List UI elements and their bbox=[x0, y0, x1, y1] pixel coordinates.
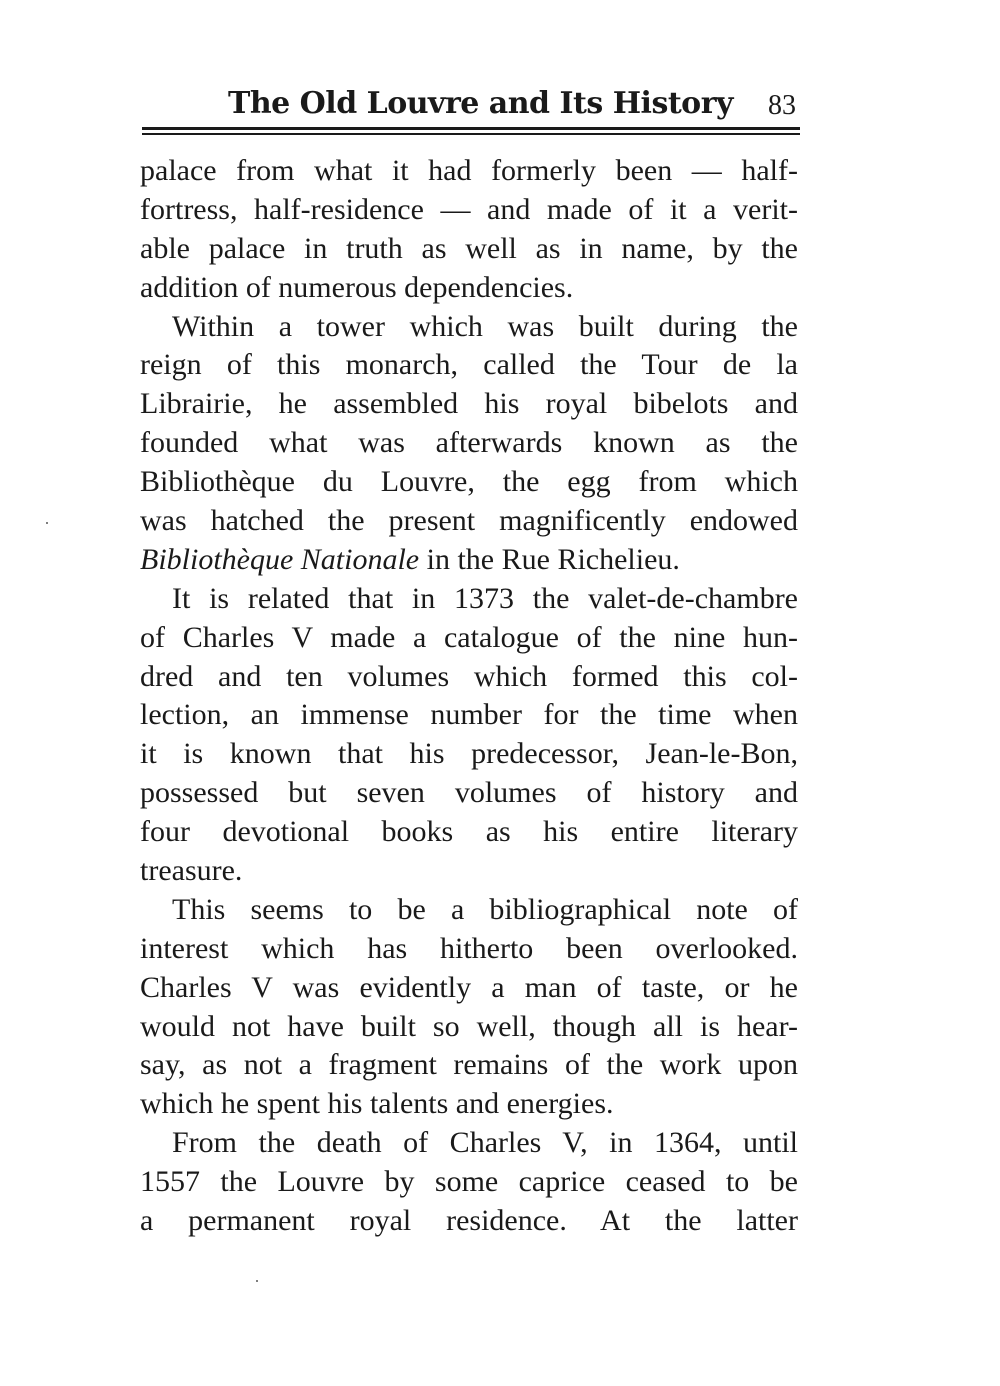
text-line: This seems to be a bibliographical note of bbox=[172, 892, 798, 926]
text-line: addition of numerous dependencies. bbox=[140, 270, 574, 304]
text-line: Charles V was evidently a man of taste, or he bbox=[140, 970, 798, 1004]
text-line: say, as not a fragment remains of the work upon bbox=[140, 1048, 798, 1082]
text-line: From the death of Charles V, in 1364, until bbox=[172, 1126, 798, 1160]
text-line: lection, an immense number for the time when bbox=[140, 698, 798, 732]
text-line: interest which has hitherto been overlooked. bbox=[140, 931, 798, 965]
text-line: able palace in truth as well as in name, by the bbox=[140, 231, 798, 265]
text-line: Within a tower which was built during the bbox=[172, 309, 798, 343]
text-fragment: in the Rue Richelieu. bbox=[419, 542, 680, 576]
text-line: palace from what it had formerly been — half- bbox=[140, 154, 798, 187]
scan-speck bbox=[256, 1280, 258, 1282]
text-line: reign of this monarch, called the Tour de la bbox=[140, 348, 798, 382]
text-line: 1557 the Louvre by some caprice ceased to be bbox=[140, 1165, 798, 1199]
text-line: which he spent his talents and energies. bbox=[140, 1087, 614, 1121]
text-line: it is known that his predecessor, Jean-le-Bon, bbox=[140, 737, 798, 771]
text-line: It is related that in 1373 the valet-de-chambre bbox=[172, 581, 798, 615]
text-line: four devotional books as his entire literary bbox=[140, 815, 798, 849]
text-line: treasure. bbox=[140, 854, 243, 888]
text-line: a permanent royal residence. At the latter bbox=[140, 1204, 798, 1238]
running-title: The Old Louvre and Its History bbox=[228, 86, 733, 121]
text-line: Bibliothèque du Louvre, the egg from which bbox=[140, 465, 798, 499]
italic-title: Bibliothèque Nationale bbox=[140, 542, 420, 576]
text-line: dred and ten volumes which formed this col- bbox=[140, 659, 798, 693]
text-line: would not have built so well, though all is hear- bbox=[140, 1009, 798, 1043]
text-line: fortress, half-residence — and made of it a verit- bbox=[140, 192, 798, 226]
text-line bbox=[140, 541, 798, 580]
running-header bbox=[140, 82, 800, 126]
header-rule-thin bbox=[142, 133, 800, 135]
header-rule-thick bbox=[142, 127, 800, 130]
text-line: was hatched the present magnificently endowed bbox=[140, 504, 798, 538]
text-line: of Charles V made a catalogue of the nine hun- bbox=[140, 620, 798, 654]
body-text bbox=[140, 152, 798, 1241]
text-line: founded what was afterwards known as the bbox=[140, 426, 798, 460]
text-line: Librairie, he assembled his royal bibelots and bbox=[140, 387, 798, 421]
scan-speck bbox=[46, 522, 48, 524]
text-line: possessed but seven volumes of history and bbox=[140, 776, 798, 810]
page-number: 83 bbox=[768, 90, 796, 121]
